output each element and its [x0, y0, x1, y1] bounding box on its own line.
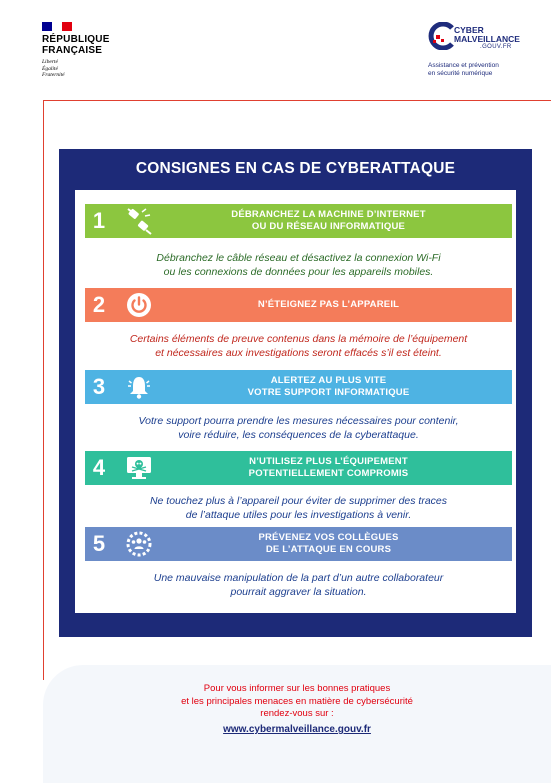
website-link[interactable]: www.cybermalveillance.gouv.fr — [223, 724, 371, 735]
cybermalveillance-logo-icon — [428, 22, 456, 50]
french-flag — [42, 22, 72, 31]
cybermalveillance-wordmark: CYBER MALVEILLANCE — [454, 25, 520, 44]
step-3-number: 3 — [92, 374, 106, 399]
step-3-header — [85, 370, 512, 404]
step-1-header — [85, 204, 512, 238]
compromised-screen-icon — [113, 451, 165, 485]
step-5-header — [85, 527, 512, 561]
step-2-number: 2 — [92, 292, 106, 317]
cybermalveillance-domain: .GOUV.FR — [480, 44, 512, 50]
frame-top-border — [43, 100, 551, 101]
colleagues-icon — [113, 527, 165, 561]
bell-icon — [113, 370, 165, 404]
step-4-number: 4 — [92, 455, 106, 480]
step-2-description: Certains éléments de preuve contenus dans la mémoire de l’équipement et nécessaires aux investigations seront effacés s’il est éteint. — [129, 333, 468, 359]
step-2-title: N’ÉTEIGNEZ PAS L’APPAREIL — [257, 299, 400, 310]
republic-name: RÉPUBLIQUE FRANÇAISE — [42, 34, 110, 56]
step-3-description: Votre support pourra prendre les mesures nécessaires pour contenir, voire réduire, les conséquences de la cyberattaque. — [138, 415, 459, 441]
step-5-description: Une mauvaise manipulation de la part d’un autre collaborateur pourrait aggraver la situation. — [153, 572, 444, 598]
republic-motto: Liberté Égalité Fraternité — [42, 59, 65, 78]
step-4-title: N’UTILISEZ PLUS L’ÉQUIPEMENT POTENTIELLEMENT COMPROMIS — [248, 456, 409, 479]
cybermalveillance-tagline: Assistance et prévention en sécurité numérique — [428, 62, 499, 77]
step-1-number: 1 — [92, 208, 106, 233]
power-icon — [113, 288, 165, 322]
step-5-number: 5 — [92, 531, 106, 556]
step-4-header — [85, 451, 512, 485]
step-2-header — [85, 288, 512, 322]
step-1-description: Débranchez le câble réseau et désactivez la connexion Wi-Fi ou les connexions de données pour les appareils mobiles. — [156, 252, 441, 278]
panel-title: CONSIGNES EN CAS DE CYBERATTAQUE — [135, 160, 456, 177]
step-4-description: Ne touchez plus à l’appareil pour éviter de supprimer des traces de l’attaque utiles pour les investigations à venir. — [149, 495, 448, 521]
footer-text: Pour vous informer sur les bonnes pratiques et les principales menaces en matière de cybersécurité rendez-vous sur : — [181, 683, 413, 719]
unplug-icon — [113, 204, 165, 238]
frame-left-border — [43, 100, 44, 680]
step-1-title: DÉBRANCHEZ LA MACHINE D’INTERNET OU DU RÉSEAU INFORMATIQUE — [231, 209, 426, 232]
step-3-title: ALERTEZ AU PLUS VITE VOTRE SUPPORT INFORMATIQUE — [247, 375, 410, 398]
step-5-title: PRÉVENEZ VOS COLLÈGUES DE L’ATTAQUE EN COURS — [258, 532, 399, 555]
